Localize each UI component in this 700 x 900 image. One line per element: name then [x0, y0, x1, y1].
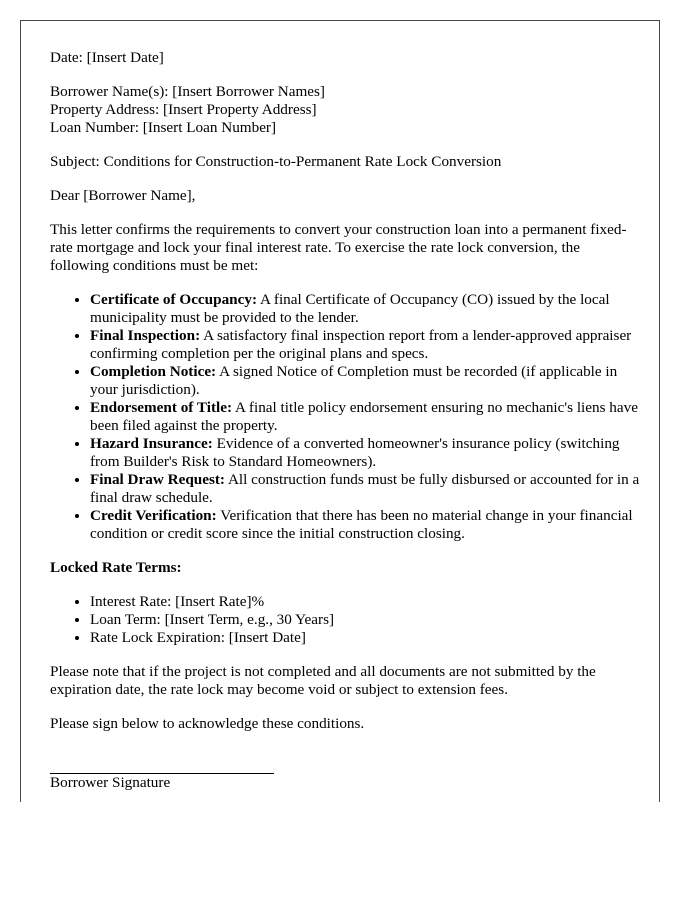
condition-title: Final Inspection:	[90, 327, 201, 344]
condition-title: Endorsement of Title:	[90, 399, 233, 416]
letter-page	[20, 20, 660, 802]
condition-title: Certificate of Occupancy:	[90, 291, 258, 308]
date-line: Date: [Insert Date]	[50, 49, 164, 66]
borrower-info	[50, 83, 640, 137]
condition-item	[90, 435, 640, 471]
condition-text: Verification that there has been no material change in your financial condition or credit score since the initial construction closing.	[90, 507, 633, 542]
condition-text: A signed Notice of Completion must be recorded (if applicable in your jurisdiction).	[90, 363, 618, 398]
subject-line: Subject: Conditions for Construction-to-Permanent Rate Lock Conversion	[50, 153, 502, 170]
sign-instruction: Please sign below to acknowledge these conditions.	[50, 715, 365, 732]
condition-item	[90, 399, 640, 435]
condition-item	[90, 507, 640, 543]
condition-text: All construction funds must be fully disbursed or accounted for in a final draw schedule.	[90, 471, 640, 506]
locked-term-item: • Loan Term: [Insert Term, e.g., 30 Years]	[90, 611, 640, 629]
condition-text: A final title policy endorsement ensuring no mechanic's liens have been filed against the property.	[90, 399, 638, 434]
locked-term-item: • Rate Lock Expiration: [Insert Date]	[90, 629, 640, 647]
borrower-names: Borrower Name(s): [Insert Borrower Names]	[50, 83, 325, 100]
conditions-list	[50, 291, 640, 543]
condition-title: Hazard Insurance:	[90, 435, 213, 452]
condition-text: A satisfactory final inspection report from a lender-approved appraiser confirming completion per the original plans and specs.	[90, 327, 632, 362]
property-address: Property Address: [Insert Property Address]	[50, 101, 317, 118]
intro-paragraph: This letter confirms the requirements to convert your construction loan into a permanent fixed-rate mortgage and lock your final interest rate. To exercise the rate lock conversion, the following conditions must be met:	[50, 221, 627, 274]
condition-text: Evidence of a converted homeowner's insurance policy (switching from Builder's Risk to Standard Homeowners).	[90, 435, 620, 470]
condition-text: A final Certificate of Occupancy (CO) issued by the local municipality must be provided to the lender.	[90, 291, 610, 326]
locked-terms-list	[50, 593, 640, 647]
condition-title: Credit Verification:	[90, 507, 217, 524]
note-paragraph: Please note that if the project is not completed and all documents are not submitted by the expiration date, the rate lock may become void or subject to extension fees.	[50, 663, 596, 698]
letter-content	[50, 49, 640, 792]
condition-item	[90, 363, 640, 399]
condition-title: Final Draw Request:	[90, 471, 225, 488]
signature-label: Borrower Signature	[50, 774, 171, 791]
locked-term-item: • Interest Rate: [Insert Rate]%	[90, 593, 640, 611]
loan-number: Loan Number: [Insert Loan Number]	[50, 119, 277, 136]
condition-item	[90, 471, 640, 507]
condition-item	[90, 327, 640, 363]
condition-title: Completion Notice:	[90, 363, 217, 380]
signature-line	[50, 749, 274, 774]
locked-terms-heading: Locked Rate Terms:	[50, 559, 182, 576]
salutation: Dear [Borrower Name],	[50, 187, 196, 204]
condition-item	[90, 291, 640, 327]
